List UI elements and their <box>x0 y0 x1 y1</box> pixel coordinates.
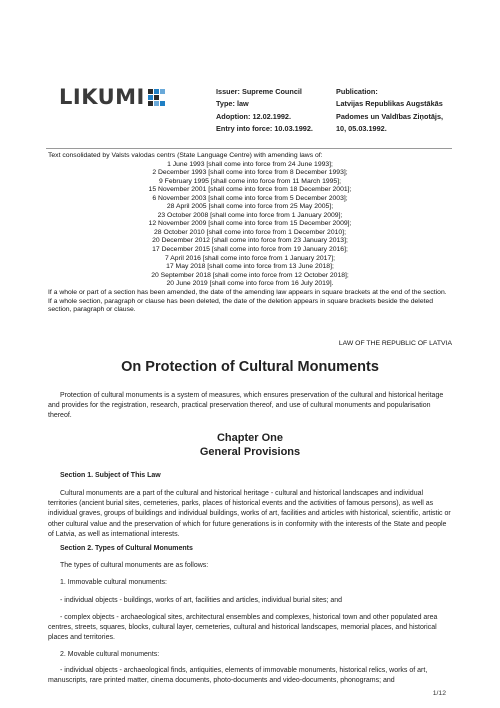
amendment-item: 20 September 2018 [shall come into force from 12 October 2018]; <box>151 271 349 279</box>
consolidation-block <box>48 152 452 315</box>
amendment-item: 20 December 2012 [shall come into force from 23 January 2013]; <box>152 237 348 245</box>
amendment-item: 28 April 2005 [shall come into force from 25 May 2005]; <box>166 203 334 211</box>
entry-into-force-field: Entry into force: 10.03.1992. <box>216 124 313 134</box>
amendment-item: 17 December 2015 [shall come into force from 19 January 2016]; <box>152 246 348 254</box>
amendment-item: 28 October 2010 [shall come into force from 1 December 2010]; <box>154 228 346 236</box>
consolidation-intro: Text consolidated by Valsts valodas centrs (State Language Centre) with amending laws of: <box>48 152 323 159</box>
document-metadata <box>216 86 313 136</box>
amendment-item: 20 June 2019 [shall come into force from 16 July 2019]. <box>166 280 334 288</box>
issuer-field: Issuer: Supreme Council <box>216 87 302 96</box>
amendment-item: 15 November 2001 [shall come into force from 18 December 2001]; <box>148 186 352 194</box>
amendment-item: 12 November 2009 [shall come into force from 15 December 2009]; <box>148 220 352 228</box>
list-item: 1. Immovable cultural monuments: <box>60 579 167 586</box>
adoption-field: Adoption: 12.02.1992. <box>216 111 292 121</box>
list-item: - complex objects - archaeological sites, architectural ensembles and complexes, historical town and other populated area centres, streets, squares, blocks, cultural layer, cemeteries, cultural and historical landscapes, memorial places, and historical places and territories. <box>48 614 438 642</box>
list-item: - individual objects - buildings, works of art, facilities and articles, individual burial sites; and <box>60 597 343 604</box>
publication-line: Padomes un Valdības Ziņotājs, <box>336 111 444 121</box>
amendment-item: 9 February 1995 [shall come into force from 11 March 1995]; <box>159 177 341 185</box>
amendment-note: If a whole or part of a section has been amended, the date of the amending law appears in square brackets at the end of the section. If a whole section, paragraph or clause has been deleted, the date of the deletion appears in square brackets beside the deleted section, paragraph or clause. <box>48 289 447 314</box>
logo-mark-icon <box>148 89 165 106</box>
chapter-number: Chapter One <box>216 432 283 444</box>
publication-label: Publication: <box>336 87 378 96</box>
publication-line: Latvijas Republikas Augstākās <box>336 99 443 109</box>
amendment-item: 17 May 2018 [shall come into force from 13 June 2018]; <box>166 263 334 271</box>
section-paragraph: Cultural monuments are a part of the cultural and historical heritage - cultural and historical landscapes and individual territories (ancient burial sites, cemeteries, parks, places of historical events and the activities of famous persons), as well as individual graves, groups of buildings and individual buildings, works of art, facilities and articles with historical, scientific, artistic or other cultural value and the preservation of which for future generations is in conformity with the interests of the State and people of Latvia, as well as international interests. <box>48 490 451 538</box>
section-heading: Section 1. Subject of This Law <box>60 472 161 479</box>
publication-info <box>336 86 466 136</box>
amendment-item: 6 November 2003 [shall come into force from 5 December 2003]; <box>152 194 348 202</box>
header-divider <box>46 148 452 149</box>
page-number: 1/12 <box>432 690 446 697</box>
section-paragraph: The types of cultural monuments are as follows: <box>60 562 209 569</box>
likumi-logo <box>59 86 165 108</box>
chapter-heading <box>0 432 500 459</box>
list-item: - individual objects - archaeological finds, antiquities, elements of immovable monuments, historical relics, works of art, manuscripts, rare printed matter, cinema documents, photo-documents and video-documents, phonograms; and <box>48 667 428 685</box>
chapter-name: General Provisions <box>199 445 301 458</box>
document-title: On Protection of Cultural Monuments <box>121 359 379 375</box>
publication-line: 10, 05.03.1992. <box>336 124 387 134</box>
amendment-item: 2 December 1993 [shall come into force from 8 December 1993]; <box>152 169 348 177</box>
preamble-paragraph: Protection of cultural monuments is a system of measures, which ensures preservation of the cultural and historical heritage and provides for the registration, research, practical preservation thereof, and use of cultural monuments and popularisation thereof. <box>48 392 444 420</box>
section-heading: Section 2. Types of Cultural Monuments <box>60 545 193 552</box>
law-of-label: LAW OF THE REPUBLIC OF LATVIA <box>338 340 452 347</box>
type-field: Type: law <box>216 99 249 109</box>
logo-text: LIKUMI <box>59 85 145 109</box>
amendment-item: 7 April 2016 [shall come into force from 1 January 2017]; <box>164 254 335 262</box>
list-item: 2. Movable cultural monuments: <box>60 651 160 658</box>
amendment-item: 1 June 1993 [shall come into force from 24 June 1993]; <box>167 160 333 168</box>
amendment-item: 23 October 2008 [shall come into force from 1 January 2009]; <box>157 211 343 219</box>
